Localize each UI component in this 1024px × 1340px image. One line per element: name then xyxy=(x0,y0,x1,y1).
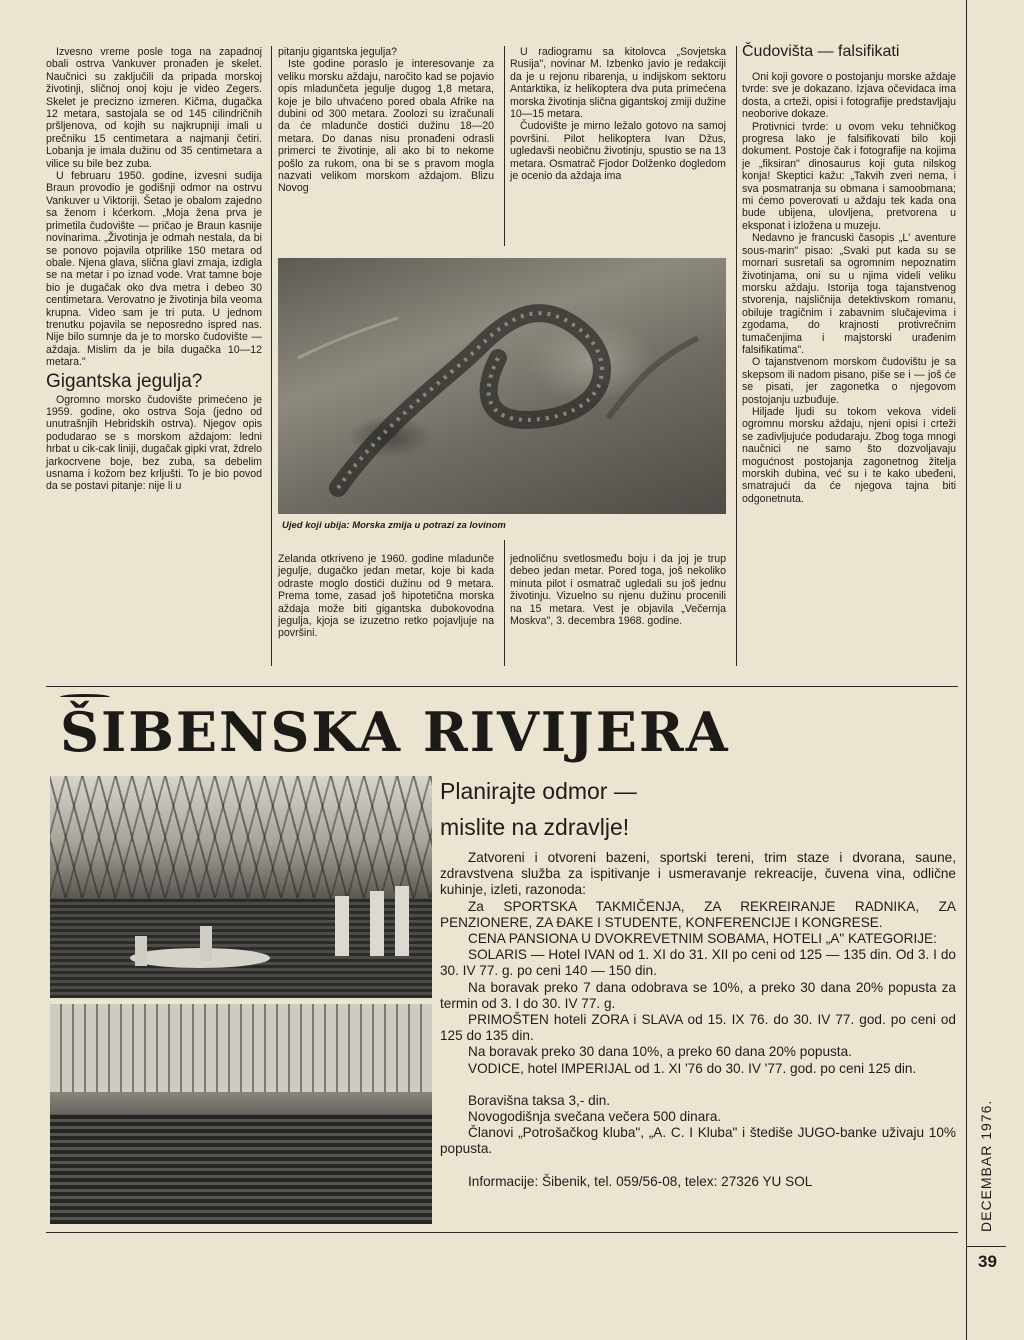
ad-line: Na boravak preko 30 dana 10%, a preko 60 dana 20% popusta. xyxy=(468,1044,852,1060)
footer-rule xyxy=(966,1246,1006,1247)
paragraph: U radiogramu sa kitolovca „Sovjetska Rusija", novinar M. Izbenko javio je redakciji da je u rejonu ribarenja, u indijskom sektoru Antarktika, iz helikoptera dva puta primećena morska životinja slična gigantskoj zmiji dužine 10—15 metara. xyxy=(510,46,726,121)
article-column-1 xyxy=(46,46,262,493)
ad-line: Za SPORTSKA TAKMIČENJA, ZA REKREIRANJE RADNIKA, ZA PENZIONERE, ZA ĐAKE I STUDENTE, KONFERENCIJE I KONGRESE. xyxy=(440,898,956,930)
paragraph: Izvesno vreme posle toga na zapadnoj obali ostrva Vankuver pronađen je skelet. Naučnici su zaključili da pripada morskoj životinji, sličnoj onoj koju je video Zegers. Skelet je precizno izmeren. Kičma, dugačka 12 metara, sastojala se od 145 cilindričnih pršljenova, od kojih su najkrupniji imali u prečniku 15 centimetara a najmanji četiri. Lobanja je imala dužinu od 35 centimetara a vilice su bile bez zuba. xyxy=(46,46,262,170)
column-divider xyxy=(504,46,505,246)
page-margin-rule xyxy=(966,0,967,1340)
ad-line: SOLARIS — Hotel IVAN od 1. XI do 31. XII po ceni od 125 — 135 din. Od 3. I do 30. IV 77. g. po ceni 140 — 150 din. xyxy=(440,947,956,979)
section-heading: Gigantska jegulja? xyxy=(46,370,203,392)
ad-line: Novogodišnja svečana večera 500 dinara. xyxy=(468,1109,722,1125)
ad-body xyxy=(440,850,956,1190)
article-column-4 xyxy=(742,42,956,505)
column-divider xyxy=(736,46,737,666)
section-heading: Čudovišta — falsifikati xyxy=(742,43,900,60)
paragraph: Iste godine poraslo je interesovanje za veliku morsku aždaju, naročito kad se pojavio opis mladunčeta jegulje dugog 1,8 metara, koje je bilo uhvaćeno pored obala Afrike na dubini od 300 metara. Zoolozi su izračunali da će mladunče dostići dužinu 18—20 metara. Do danas nisu pronađeni odrasli primerci te životinje, ali ako bi to nekome pošlo za rukom, ona bi se s pravom mogla nazvati velikom morskom aždajom. Blizu Novog xyxy=(278,58,494,195)
ad-top-rule xyxy=(46,686,958,687)
ad-line: Boravišna taksa 3,- din. xyxy=(468,1092,611,1108)
ad-subtitle-line-1: Planirajte odmor — xyxy=(440,778,637,804)
paragraph: U februaru 1950. godine, izvesni sudija Braun provodio je godišnji odmor na ostrvu Vankuver u Viktoriji. Šetao je obalom zajedno sa ženom i kćerkom. „Moja žena prva je primetila čudovište — pričao je Braun kasnije novinarima. „Životinja je odmah nestala, da bi se ponovo pojavila otprilike 150 metara od obale. Njena glava, slična glavi zmaja, izdigla se na metar i po iznad vode. Vrat tamne boje bio je dugačak oko dva metra i debeo 30 centimetara. Verovatno je životinja bila veoma krupna. Video sam je tri puta. U jednom trenutku pojavila se neposredno ispred nas. Nije bilo sumnje da je to morsko čudovište — aždaja. Mislim da je bila dugačka 10—12 metara." xyxy=(46,170,262,369)
ad-line: Članovi „Potrošačkog kluba", „A. C. I Kluba" i štediše JUGO-banke uživaju 10% popusta. xyxy=(440,1125,956,1157)
article-column-2 xyxy=(278,46,494,195)
paragraph: jednoličnu svetlosmeđu boju i da joj je trup debeo jedan metar. Pored toga, još nekoliko minuta pilot i osmatrač ugledali su još jednu životinju. Vizuelno su njenu dužinu procenili na 15 metara. Vest je objavila „Večernja Moskva", 3. decembra 1968. godine. xyxy=(510,553,726,628)
issue-date: DECEMBAR 1976. xyxy=(978,1099,994,1232)
ad-line: Zatvoreni i otvoreni bazeni, sportski tereni, trim staze i dvorana, saune, zdravstvena služba za ispitivanje i usmeravanje rekreacije, čuvena vina, odlične kuhinje, izleti, razonoda: xyxy=(440,850,956,898)
paragraph: pitanju gigantska jegulja? xyxy=(278,46,397,58)
article-column-3 xyxy=(510,46,726,182)
paragraph: Zelanda otkriveno je 1960. godine mladunče jegulje, dugačko jedan metar, koje bi kada odraste moglo dostići dužinu od 9 metara. Prema tome, zasad još hipotetična morska aždaja može biti gigantska dubokovodna jegulja, kjoja se izuzetno retko pojavljuje na površini. xyxy=(278,553,494,640)
paragraph: Čudovište je mirno ležalo gotovo na samoj površini. Pilot helikoptera Ivan Džus, ugledavši neobičnu životinju, spustio se na 13 metara. Osmatrač Fjodor Dolženko dogledom je ocenio da aždaja ima xyxy=(510,120,726,183)
paragraph: Nedavno je francuski časopis „L' aventure sous-marin" pisao: „Svaki put kada su se mornari susretali sa ogromnim nepoznatim životinjama, oni su u njima videli veliku morsku aždaju. Istorija toga tajanstvenog stvorenja, najsličnija detektivskom romanu, obiluje tragičnim i zabavnim slučajevima i zgodama, do krajnosti protivrečnim tumačenjima i majstorski urađenim falsifikatima". xyxy=(742,232,956,356)
article-column-2-continued xyxy=(278,553,494,640)
ad-contact-info: Informacije: Šibenik, tel. 059/56-08, telex: 27326 YU SOL xyxy=(468,1173,813,1189)
pool-photo-dome xyxy=(50,776,432,998)
ad-line: PRIMOŠTEN hoteli ZORA i SLAVA od 15. IX 76. do 30. IV 77. god. po ceni od 125 do 135 din. xyxy=(440,1012,956,1044)
ad-bottom-rule xyxy=(46,1232,958,1233)
paragraph: Protivnici tvrde: u ovom veku tehničkog progresa lako je falsifikovati bilo koji dokument. Postoje čak i fotografije na kojima je „fiksiran" dinosaurus koji guta nilskog konja! Skeptici kažu: „Takvih zveri nema, i sva posmatranja su obmana i samoobmana; mi ćemo poverovati u aždaju tek kada ona bude ubijena, ulovljena, pretvorena u eksponat i izložena u muzeju. xyxy=(742,120,956,232)
ad-line: Na boravak preko 7 dana odobrava se 10%, a preko 30 dana 20% popusta za termin od 3. I do 30. IV 77. g. xyxy=(440,979,956,1011)
paragraph: Oni koji govore o postojanju morske aždaje tvrde: sve je dokazano. Izjava očevidaca ima dosta, a crteži, opisi i fotografije predstavljaju neoborive dokaze. xyxy=(742,71,956,121)
pool-photo-indoor xyxy=(50,1004,432,1224)
ad-subtitle-line-2: mislite na zdravlje! xyxy=(440,814,630,840)
ad-line: VODICE, hotel IMPERIJAL od 1. XI '76 do 30. IV '77. god. po ceni 125 din. xyxy=(468,1060,917,1076)
photo-caption: Ujed koji ubija: Morska zmija u potrazi za lovinom xyxy=(282,520,506,531)
ad-line: CENA PANSIONA U DVOKREVETNIM SOBAMA, HOTELI „A" KATEGORIJE: xyxy=(468,931,937,947)
ad-title: ŠIBENSKA RIVIJERA xyxy=(60,700,730,764)
sea-serpent-photo xyxy=(278,258,726,514)
paragraph: Ogromno morsko čudovište primećeno je 1959. godine, oko ostrva Soja (jedno od unutrašnjih Hebridskih ostrva). Njegov opis podudarao se s morskom aždajom: ledni hrbat u cik-cak liniji, dugačak gipki vrat, ždrelo jarkocrvene boje, bez zuba, sa debelim usnama i kožom bez krljušti. To je bio povod da se postavi pitanje: nije li u xyxy=(46,393,262,493)
article-column-3-continued xyxy=(510,553,726,627)
paragraph: Hiljade ljudi su tokom vekova videli ogromnu morsku aždaju, njeni opisi i crteži se zadivljujuće podudaraju. Zbog toga mnogi naučnici ne samo što dozvoljavaju mogućnost postojanja zagonetnog žitelja morskih dubina, već su i te kako ubeđeni, smatrajući da će njegova tajna biti odgonetnuta. xyxy=(742,405,956,505)
paragraph: O tajanstvenom morskom čudovištu je sa skepsom ili nadom pisano, piše se i — još će se pisati, jer zagonetka o njegovom postojanju uzbuđuje. xyxy=(742,356,956,406)
swimmers-illustration xyxy=(50,776,432,998)
column-divider xyxy=(271,46,272,666)
column-divider xyxy=(504,540,505,666)
serpent-illustration xyxy=(278,258,726,514)
page-number: 39 xyxy=(978,1252,997,1271)
